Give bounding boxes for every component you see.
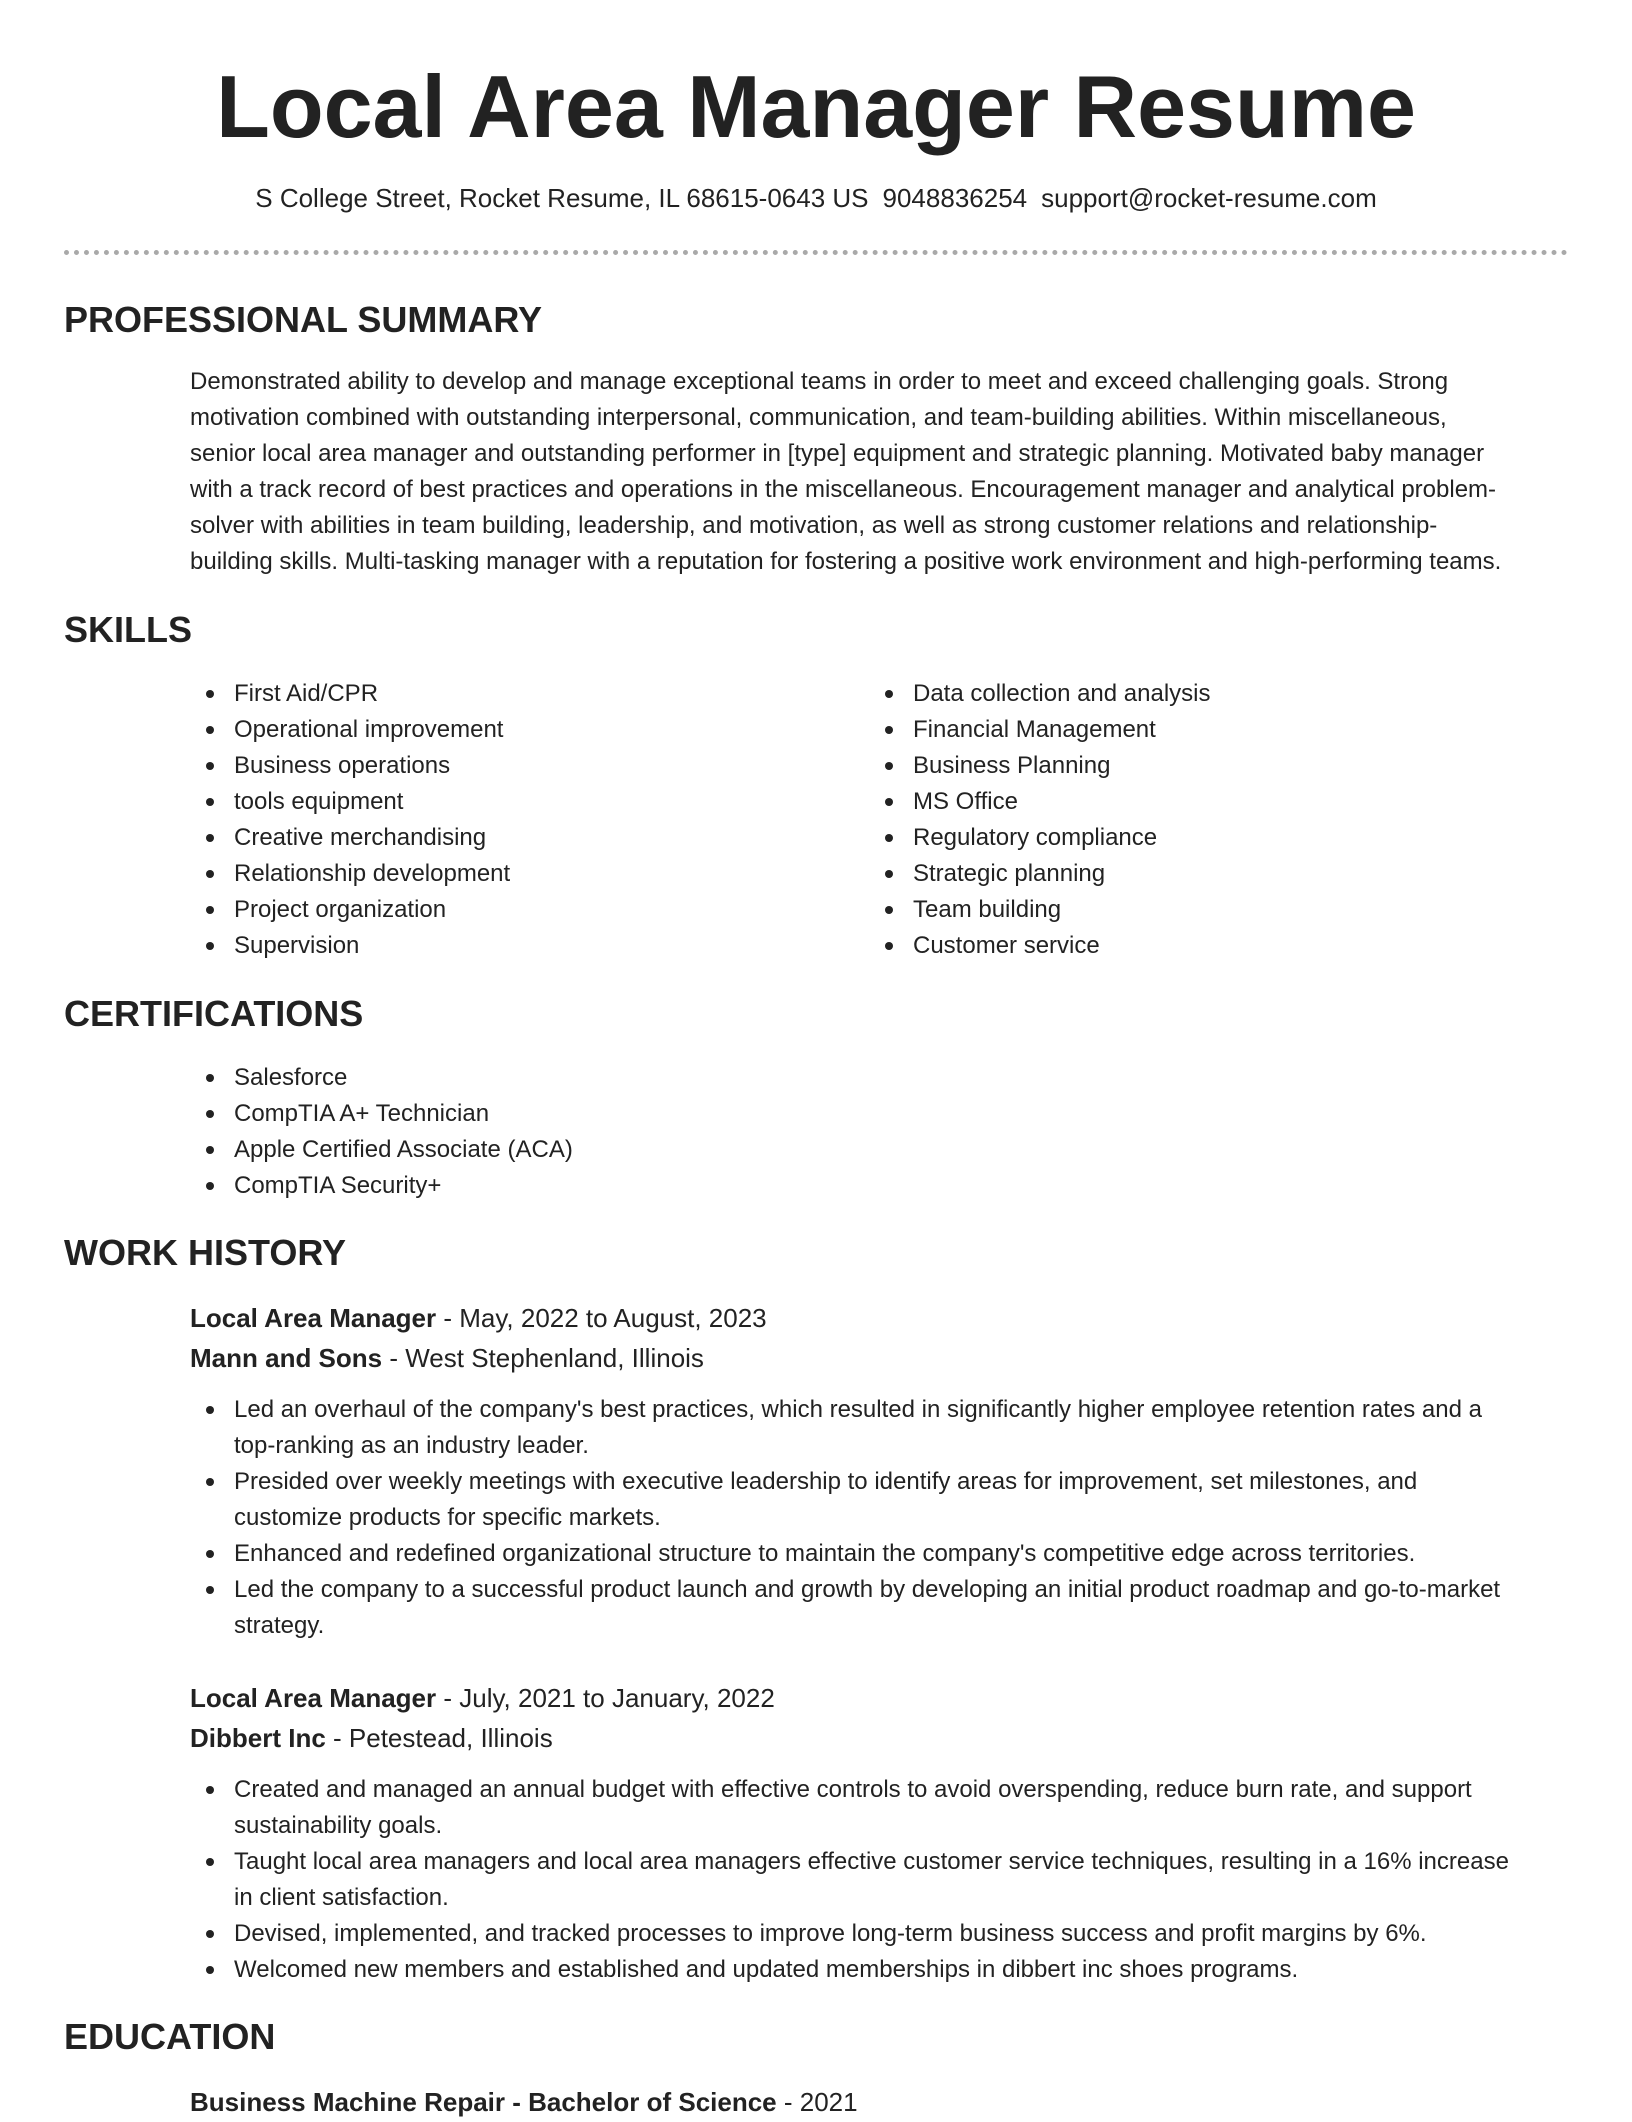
job-bullet bbox=[234, 1844, 1614, 1916]
job-bullet-line: Led the company to a successful product launch and growth by developing an initial product roadmap and go-to-market bbox=[234, 1576, 1501, 1603]
contact-address: S College Street, Rocket Resume, IL 68615-0643 US bbox=[255, 183, 869, 213]
job-bullets bbox=[190, 1392, 1614, 1644]
certification-item: CompTIA A+ Technician bbox=[234, 1096, 573, 1132]
job-bullet bbox=[234, 1916, 1614, 1952]
education-line bbox=[190, 2082, 858, 2122]
summary-line: building skills. Multi-tasking manager with a reputation for fostering a positive work environment and high-performing teams. bbox=[190, 548, 1502, 575]
skill-item: Creative merchandising bbox=[234, 820, 510, 856]
summary-line: motivation combined with outstanding interpersonal, communication, and team-building abilities. Within miscellaneous, bbox=[190, 404, 1447, 431]
skill-item: Financial Management bbox=[913, 712, 1211, 748]
job-bullets bbox=[190, 1772, 1614, 1988]
job-dates: - May, 2022 to August, 2023 bbox=[436, 1303, 767, 1333]
job-bullet-line: Presided over weekly meetings with executive leadership to identify areas for improvement, set milestones, and bbox=[234, 1468, 1418, 1495]
skill-item: Regulatory compliance bbox=[913, 820, 1211, 856]
section-title-certifications: CERTIFICATIONS bbox=[64, 993, 364, 1034]
education-degree: Business Machine Repair - Bachelor of Science bbox=[190, 2087, 777, 2117]
job-location: - West Stephenland, Illinois bbox=[382, 1343, 704, 1373]
skill-item: Team building bbox=[913, 892, 1211, 928]
job-bullet-line: customize products for specific markets. bbox=[234, 1504, 661, 1531]
skill-item: First Aid/CPR bbox=[234, 676, 510, 712]
job-title-line bbox=[190, 1298, 767, 1338]
job-bullet-line: strategy. bbox=[234, 1612, 325, 1639]
job-location: - Petestead, Illinois bbox=[325, 1723, 553, 1753]
skill-item: Relationship development bbox=[234, 856, 510, 892]
certification-item: Apple Certified Associate (ACA) bbox=[234, 1132, 573, 1168]
certification-item: Salesforce bbox=[234, 1060, 573, 1096]
job-bullet-line: sustainability goals. bbox=[234, 1812, 443, 1839]
job-bullet-line: Devised, implemented, and tracked processes to improve long-term business success and profit margins by 6%. bbox=[234, 1920, 1427, 1947]
job-bullet bbox=[234, 1952, 1614, 1988]
skill-item: Customer service bbox=[913, 928, 1211, 964]
summary-text bbox=[190, 364, 1570, 580]
summary-line: with a track record of best practices and operations in the miscellaneous. Encouragement manager and analytical problem- bbox=[190, 476, 1497, 503]
job-company: Dibbert Inc bbox=[190, 1723, 326, 1753]
header-divider bbox=[64, 250, 1568, 255]
skill-item: Supervision bbox=[234, 928, 510, 964]
job-bullet bbox=[234, 1572, 1614, 1644]
section-title-work-history: WORK HISTORY bbox=[64, 1232, 347, 1273]
job-bullet-line: Taught local area managers and local area managers effective customer service techniques, resulting in a 16% increase bbox=[234, 1848, 1509, 1875]
skill-item: Business Planning bbox=[913, 748, 1211, 784]
skill-item: Data collection and analysis bbox=[913, 676, 1211, 712]
job-bullet-line: in client satisfaction. bbox=[234, 1884, 449, 1911]
job-company-line bbox=[190, 1718, 553, 1758]
job-bullet bbox=[234, 1772, 1614, 1844]
job-bullet-line: Created and managed an annual budget with effective controls to avoid overspending, reduce burn rate, and support bbox=[234, 1776, 1472, 1803]
section-title-summary: PROFESSIONAL SUMMARY bbox=[64, 299, 543, 340]
job-bullet-line: Enhanced and redefined organizational structure to maintain the company's competitive edge across territories. bbox=[234, 1540, 1416, 1567]
contact-line bbox=[0, 178, 1632, 218]
job-bullet-line: top-ranking as an industry leader. bbox=[234, 1432, 589, 1459]
job-bullet-line: Led an overhaul of the company's best practices, which resulted in significantly higher employee retention rates and a bbox=[234, 1396, 1482, 1423]
skill-item: Strategic planning bbox=[913, 856, 1211, 892]
job-title-line bbox=[190, 1678, 775, 1718]
summary-line: solver with abilities in team building, leadership, and motivation, as well as strong customer relations and relationship- bbox=[190, 512, 1438, 539]
resume-title: Local Area Manager Resume bbox=[216, 57, 1416, 156]
skills-list-left bbox=[190, 676, 510, 964]
skill-item: Project organization bbox=[234, 892, 510, 928]
skill-item: tools equipment bbox=[234, 784, 510, 820]
section-title-skills: SKILLS bbox=[64, 609, 193, 650]
skills-list-right bbox=[869, 676, 1211, 964]
section-title-education: EDUCATION bbox=[64, 2016, 276, 2057]
job-bullet-line: Welcomed new members and established and updated memberships in dibbert inc shoes programs. bbox=[234, 1956, 1299, 1983]
contact-email: support@rocket-resume.com bbox=[1041, 183, 1377, 213]
skill-item: Business operations bbox=[234, 748, 510, 784]
certification-item: CompTIA Security+ bbox=[234, 1168, 573, 1204]
job-dates: - July, 2021 to January, 2022 bbox=[436, 1683, 775, 1713]
contact-phone: 9048836254 bbox=[882, 183, 1028, 213]
certifications-list bbox=[190, 1060, 573, 1204]
summary-line: Demonstrated ability to develop and manage exceptional teams in order to meet and exceed challenging goals. Strong bbox=[190, 368, 1449, 395]
job-bullet bbox=[234, 1536, 1614, 1572]
job-bullet bbox=[234, 1464, 1614, 1536]
skill-item: MS Office bbox=[913, 784, 1211, 820]
job-company: Mann and Sons bbox=[190, 1343, 383, 1373]
summary-line: senior local area manager and outstanding performer in [type] equipment and strategic planning. Motivated baby manager bbox=[190, 440, 1485, 467]
job-company-line bbox=[190, 1338, 704, 1378]
job-role: Local Area Manager bbox=[190, 1683, 437, 1713]
skill-item: Operational improvement bbox=[234, 712, 510, 748]
job-role: Local Area Manager bbox=[190, 1303, 437, 1333]
education-year: - 2021 bbox=[776, 2087, 858, 2117]
job-bullet bbox=[234, 1392, 1614, 1464]
